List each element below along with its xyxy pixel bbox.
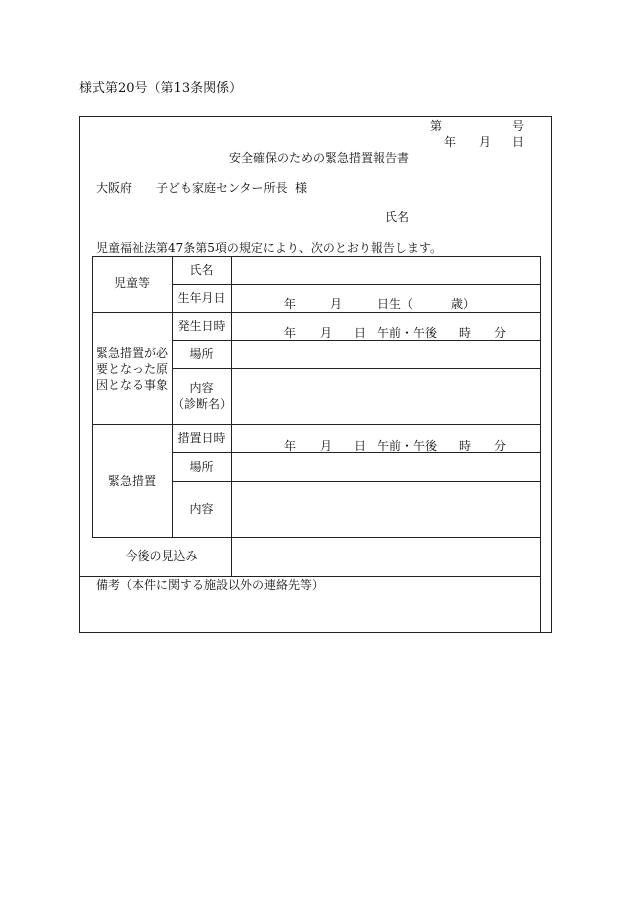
table-line [231,256,232,576]
mea-day-unit: 日 [354,439,367,453]
table-line [80,576,540,577]
cause-header-line3: 因となる事象 [96,378,169,392]
cause-header-line1: 緊急措置が必 [96,346,169,360]
date-month-unit: 月 [479,135,492,149]
birth-day-unit: 日生（ [377,297,414,311]
occ-month-unit: 月 [320,326,333,340]
document-title: 安全確保のための緊急措置報告書 [229,151,410,165]
occurrence-diagnosis-label: （診断名） [172,397,233,411]
birth-month-unit: 月 [330,297,343,311]
age-unit: 歳） [451,297,476,311]
birth-year-unit: 年 [284,297,297,311]
remarks-label: 備考（本件に関する施設以外の連絡先等） [96,578,325,592]
table-line [172,481,540,482]
mea-month-unit: 月 [320,439,333,453]
measure-section-header: 緊急措置 [107,474,156,488]
child-section-header: 児童等 [113,276,150,290]
mea-hour-unit: 時 [459,439,472,453]
mea-minute-unit: 分 [494,439,507,453]
occ-day-unit: 日 [354,326,367,340]
addressee-prefecture: 大阪府 [96,181,133,195]
form-number-label: 様式第20号（第13条関係） [79,81,243,96]
table-line [92,256,540,257]
sender-name-label: 氏名 [385,210,410,224]
table-line [92,424,540,425]
table-line [172,284,540,285]
cause-header-line2: 要となった原 [96,362,169,376]
table-line [540,256,541,632]
number-prefix: 第 [430,119,443,133]
date-year-unit: 年 [444,135,457,149]
table-line [92,312,540,313]
number-suffix: 号 [512,119,525,133]
occ-ampm: 午前・午後 [377,326,438,340]
child-birthdate-label: 生年月日 [177,291,226,305]
occ-hour-unit: 時 [459,326,472,340]
intro-text: 児童福祉法第47条第5項の規定により、次のとおり報告します。 [96,241,442,255]
measure-place-label: 場所 [189,460,214,474]
occurrence-datetime-label: 発生日時 [177,319,226,333]
table-line [92,256,93,537]
table-line [172,368,540,369]
occ-minute-unit: 分 [494,326,507,340]
mea-year-unit: 年 [284,439,297,453]
occ-year-unit: 年 [284,326,297,340]
measure-content-label: 内容 [189,502,214,516]
mea-ampm: 午前・午後 [377,439,438,453]
table-line [92,537,540,538]
outlook-label: 今後の見込み [125,549,198,563]
occurrence-place-label: 場所 [189,347,214,361]
child-name-label: 氏名 [189,263,214,277]
table-line [172,340,540,341]
addressee-honorific: 様 [295,181,308,195]
addressee-office: 子ども家庭センター所長 [156,181,288,195]
date-day-unit: 日 [512,135,525,149]
occurrence-content-label: 内容 [189,381,214,395]
measure-datetime-label: 措置日時 [177,431,226,445]
